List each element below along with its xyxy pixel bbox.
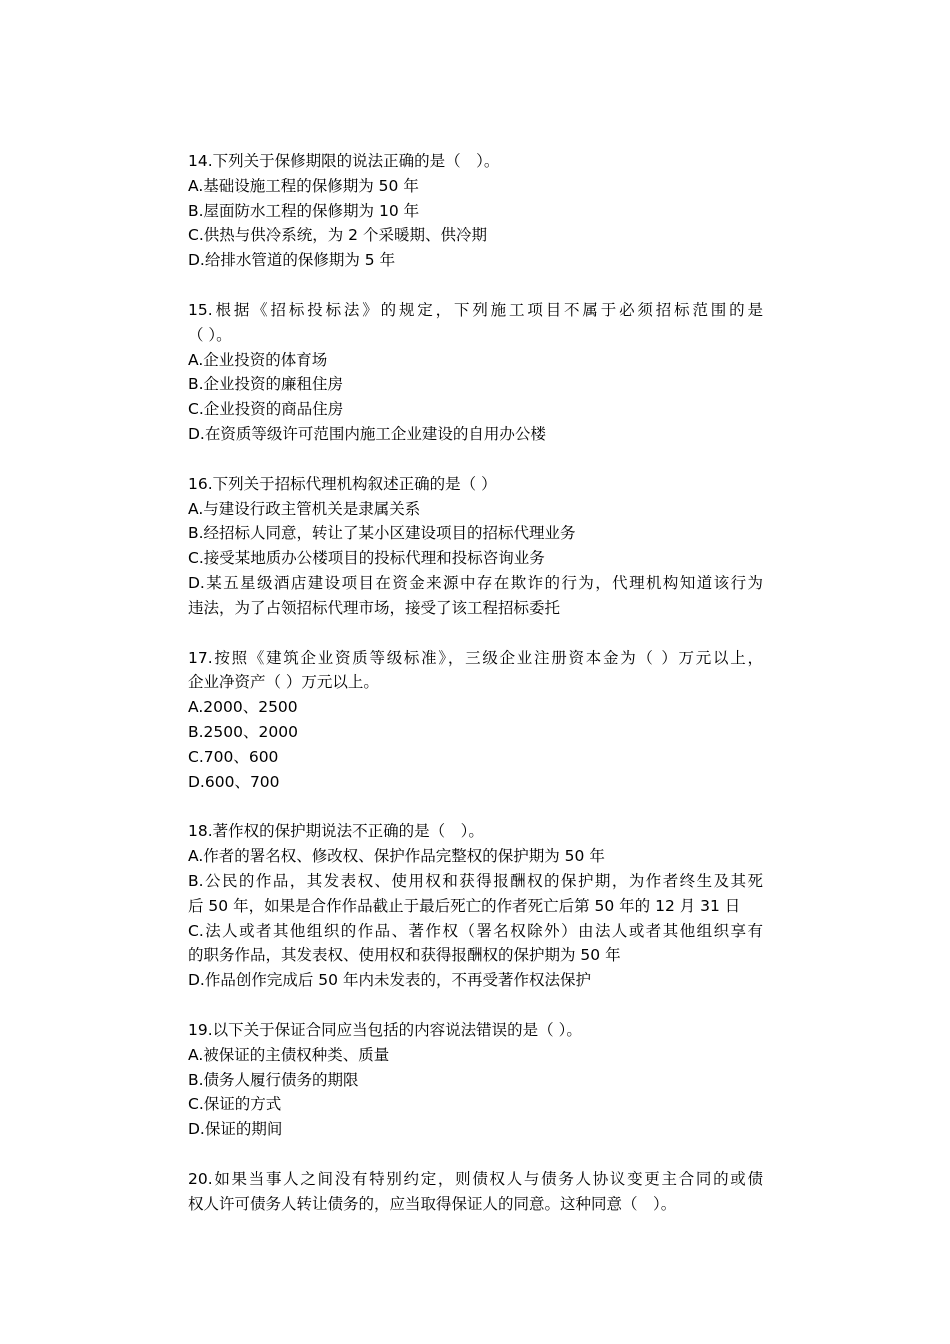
question-stem-line: 18.著作权的保护期说法不正确的是（ ）。	[188, 822, 484, 841]
question-stem-line: 17.按照《建筑企业资质等级标准》，三级企业注册资本金为（ ）万元以上，	[188, 648, 763, 667]
answer-option-line: A.与建设行政主管机关是隶属关系	[188, 499, 421, 518]
answer-option-line: B.企业投资的廉租住房	[188, 375, 344, 394]
answer-option-line: A.作者的署名权、修改权、保护作品完整权的保护期为 50 年	[188, 847, 605, 866]
answer-option-line: D.600、700	[188, 772, 280, 791]
question-list	[188, 149, 763, 1241]
question-stem-line: 19.以下关于保证合同应当包括的内容说法错误的是（ ）。	[188, 1020, 582, 1039]
question-item	[188, 1018, 763, 1142]
answer-option-line: A.2000、2500	[188, 698, 298, 717]
answer-option-line: D.某五星级酒店建设项目在资金来源中存在欺诈的行为，代理机构知道该行为	[188, 573, 763, 592]
question-stem-line: 14.下列关于保修期限的说法正确的是（ ）。	[188, 152, 500, 170]
answer-option-line: A.基础设施工程的保修期为 50 年	[188, 176, 419, 195]
answer-option-line: C.企业投资的商品住房	[188, 400, 344, 419]
answer-option-line: 后 50 年，如果是合作作品截止于最后死亡的作者死亡后第 50 年的 12 月 31 日	[188, 896, 741, 915]
answer-option-line: C.700、600	[188, 747, 279, 766]
question-stem-line: 16.下列关于招标代理机构叙述正确的是（ ）	[188, 474, 497, 493]
answer-option-line: D.给排水管道的保修期为 5 年	[188, 251, 396, 270]
answer-option-line: 的职务作品，其发表权、使用权和获得报酬权的保护期为 50 年	[188, 946, 621, 965]
answer-option-line: 违法，为了占领招标代理市场，接受了该工程招标委托	[188, 598, 561, 617]
answer-option-line: B.屋面防水工程的保修期为 10 年	[188, 201, 420, 220]
question-stem-line: 15.根据《招标投标法》的规定，下列施工项目不属于必须招标范围的是	[188, 300, 763, 319]
answer-option-line: C.法人或者其他组织的作品、著作权（署名权除外）由法人或者其他组织享有	[188, 921, 763, 940]
answer-option-line: B.2500、2000	[188, 722, 298, 741]
question-item	[188, 472, 763, 621]
question-item	[188, 646, 763, 795]
question-item	[188, 298, 763, 447]
answer-option-line: B.公民的作品，其发表权、使用权和获得报酬权的保护期，为作者终生及其死	[188, 871, 763, 890]
question-item	[188, 1167, 763, 1217]
answer-option-line: C.接受某地质办公楼项目的投标代理和投标咨询业务	[188, 549, 545, 568]
answer-option-line: A.被保证的主债权种类、质量	[188, 1045, 390, 1064]
answer-option-line: D.在资质等级许可范围内施工企业建设的自用办公楼	[188, 424, 546, 443]
question-stem-line: 企业净资产（ ）万元以上。	[188, 673, 379, 692]
answer-option-line: B.经招标人同意，转让了某小区建设项目的招标代理业务	[188, 524, 576, 543]
answer-option-line: B.债务人履行债务的期限	[188, 1070, 359, 1089]
answer-option-line: D.作品创作完成后 50 年内未发表的，不再受著作权法保护	[188, 971, 591, 990]
answer-option-line: A.企业投资的体育场	[188, 350, 328, 369]
question-stem-line: 权人许可债务人转让债务的，应当取得保证人的同意。这种同意（ ）。	[188, 1194, 677, 1213]
question-stem-line: （ ）。	[188, 325, 232, 344]
question-item	[188, 149, 763, 273]
question-item	[188, 819, 763, 993]
answer-option-line: C.供热与供冷系统，为 2 个采暖期、供冷期	[188, 226, 487, 245]
answer-option-line: D.保证的期间	[188, 1120, 283, 1139]
answer-option-line: C.保证的方式	[188, 1095, 282, 1114]
question-stem-line: 20.如果当事人之间没有特别约定，则债权人与债务人协议变更主合同的或债	[188, 1169, 763, 1188]
